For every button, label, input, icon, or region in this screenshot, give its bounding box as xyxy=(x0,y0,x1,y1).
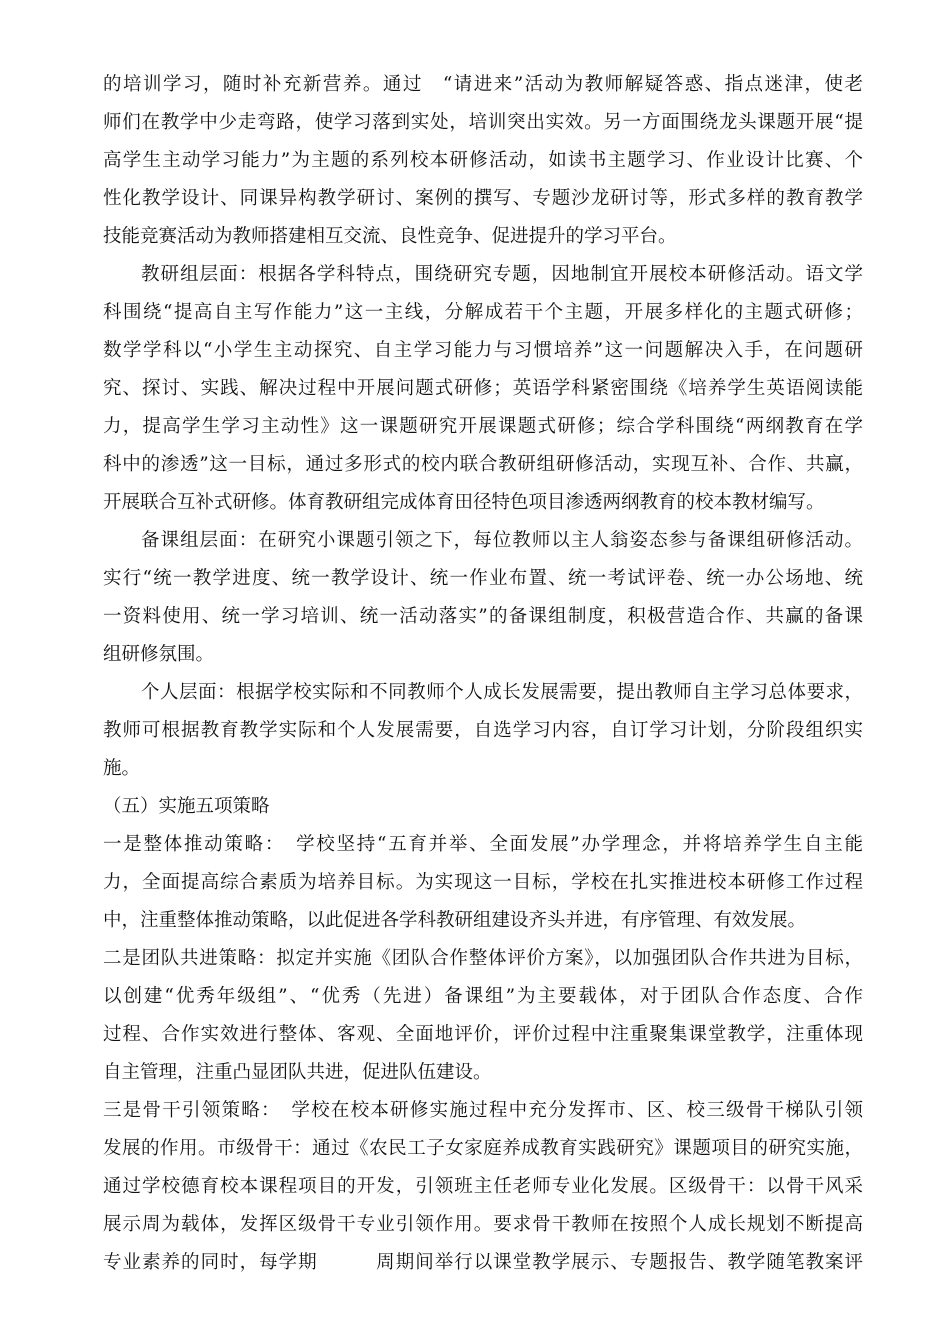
text-line: 施。 xyxy=(103,758,141,779)
text-line: 性化教学设计、同课异构教学研讨、案例的撰写、专题沙龙研讨等，形式多样的教育教学 xyxy=(103,188,863,209)
text-line: 科围绕“提高自主写作能力”这一主线，分解成若干个主题，开展多样化的主题式研修； xyxy=(103,302,863,323)
text-line: 技能竞赛活动为教师搭建相互交流、良性竞争、促进提升的学习平台。 xyxy=(103,226,677,247)
text-line: 过程、合作实效进行整体、客观、全面地评价，评价过程中注重聚集课堂教学，注重体现 xyxy=(103,1024,863,1045)
text-line: 组研修氛围。 xyxy=(103,644,215,665)
text-line: 教师可根据教育教学实际和个人发展需要，自选学习内容，自订学习计划，分阶段组织实 xyxy=(103,720,863,741)
text-line: 一资料使用、统一学习培训、统一活动落实”的备课组制度，积极营造合作、共赢的备课 xyxy=(103,606,863,627)
text-line: 力，全面提高综合素质为培养目标。为实现这一目标，学校在扎实推进校本研修工作过程 xyxy=(103,872,863,893)
text-line: 以创建“优秀年级组”、“优秀（先进）备课组”为主要载体，对于团队合作态度、合作 xyxy=(103,986,863,1007)
text-line: 实行“统一教学进度、统一教学设计、统一作业布置、统一考试评卷、统一办公场地、统 xyxy=(103,568,863,589)
text-line: 开展联合互补式研修。体育教研组完成体育田径特色项目渗透两纲教育的校本教材编写。 xyxy=(103,492,825,513)
text-line: 通过学校德育校本课程项目的开发，引领班主任老师专业化发展。区级骨干：以骨干风采 xyxy=(103,1176,863,1197)
text-line: 发展的作用。市级骨干：通过《农民工子女家庭养成教育实践研究》课题项目的研究实施， xyxy=(103,1138,863,1159)
text-line: 展示周为载体，发挥区级骨干专业引领作用。要求骨干教师在按照个人成长规划不断提高 xyxy=(103,1214,863,1235)
text-line: 中，注重整体推动策略，以此促进各学科教研组建设齐头并进，有序管理、有效发展。 xyxy=(103,910,807,931)
text-line: 究、探讨、实践、解决过程中开展问题式研修；英语学科紧密围绕《培养学生英语阅读能 xyxy=(103,378,863,399)
paragraph-first-line: 个人层面：根据学校实际和不同教师个人成长发展需要，提出教师自主学习总体要求， xyxy=(141,682,863,703)
section-heading: （五）实施五项策略 xyxy=(103,796,270,817)
text-line: 数学学科以“小学生主动探究、自主学习能力与习惯培养”这一问题解决入手，在问题研 xyxy=(103,340,863,361)
text-line: 自主管理，注重凸显团队共进，促进队伍建设。 xyxy=(103,1062,492,1083)
text-line: 力，提高学生学习主动性》这一课题研究开展课题式研修；综合学科围绕“两纲教育在学 xyxy=(103,416,863,437)
text-line: 一是整体推动策略： 学校坚持“五育并举、全面发展”办学理念，并将培养学生自主能 xyxy=(103,834,863,855)
text-line: 专业素养的同时，每学期 周期间举行以课堂教学展示、专题报告、教学随笔教案评 xyxy=(103,1252,863,1273)
paragraph-first-line: 教研组层面：根据各学科特点，围绕研究专题，因地制宜开展校本研修活动。语文学 xyxy=(141,264,863,285)
text-line: 三是骨干引领策略： 学校在校本研修实施过程中充分发挥市、区、校三级骨干梯队引领 xyxy=(103,1100,863,1121)
text-line: 科中的渗透”这一目标，通过多形式的校内联合教研组研修活动，实现互补、合作、共赢， xyxy=(103,454,863,475)
paragraph-first-line: 备课组层面：在研究小课题引领之下，每位教师以主人翁姿态参与备课组研修活动。 xyxy=(141,530,863,551)
text-line: 二是团队共进策略：拟定并实施《团队合作整体评价方案》，以加强团队合作共进为目标， xyxy=(103,948,863,969)
text-line: 高学生主动学习能力”为主题的系列校本研修活动，如读书主题学习、作业设计比赛、个 xyxy=(103,150,863,171)
text-line: 师们在教学中少走弯路，使学习落到实处，培训突出实效。另一方面围绕龙头课题开展“提 xyxy=(103,112,863,133)
text-line: 的培训学习，随时补充新营养。通过 “请进来”活动为教师解疑答惑、指点迷津，使老 xyxy=(103,74,863,95)
